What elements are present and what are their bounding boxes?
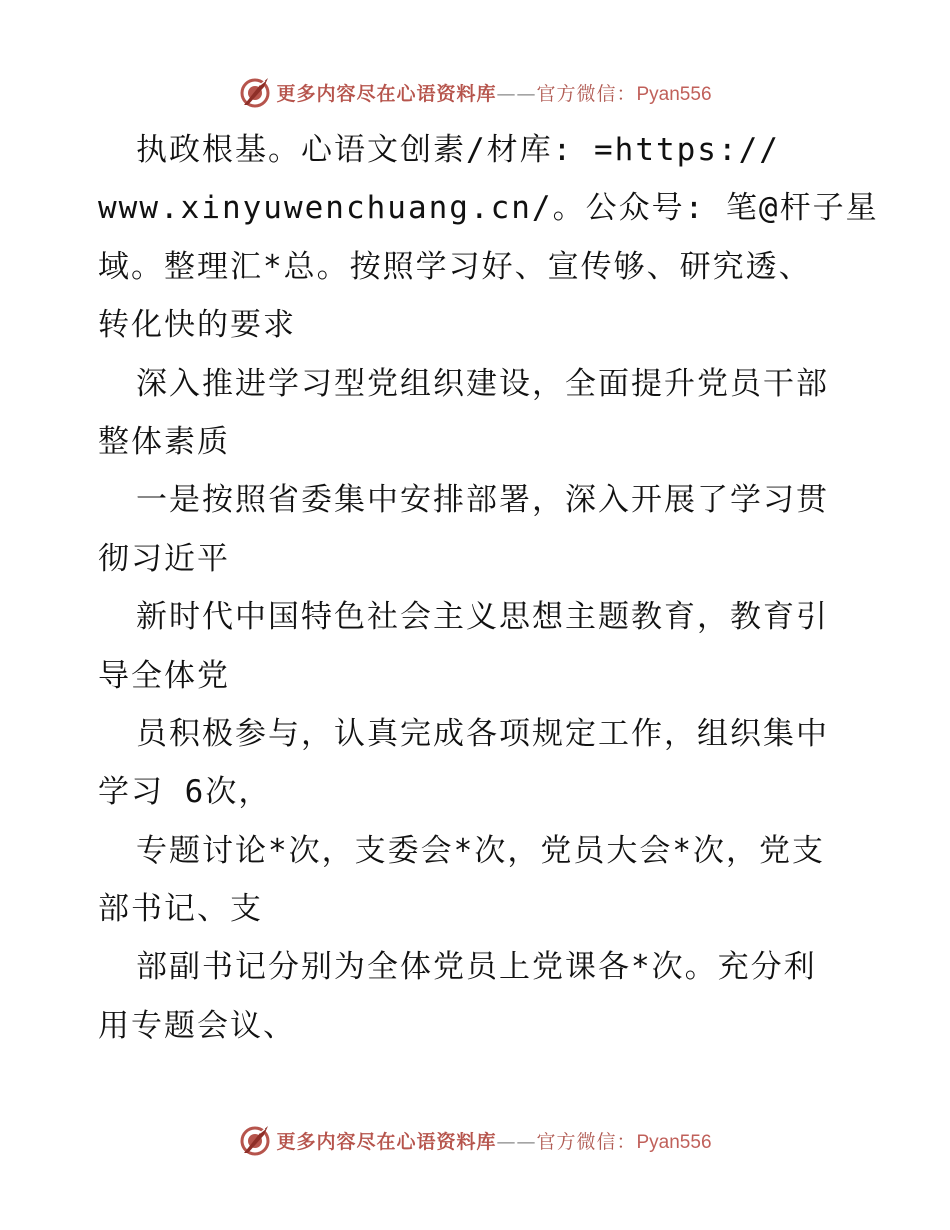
footer-wechat-id: Pyan556 — [636, 1131, 712, 1153]
footer-banner — [0, 1120, 950, 1160]
header-wechat-label: 官方微信： — [536, 82, 637, 105]
body-line: 部副书记分别为全体党员上党课各*次。充分利 — [136, 949, 817, 986]
header-brand-text: 更多内容尽在心语资料库 — [276, 82, 497, 105]
body-line: 域。整理汇*总。按照学习好、宣传够、研究透、 — [98, 248, 812, 285]
body-line: 整体素质 — [98, 423, 230, 460]
body-line: 部书记、支 — [98, 891, 263, 928]
body-line: 彻习近平 — [98, 540, 230, 577]
body-line: 转化快的要求 — [98, 307, 296, 344]
body-line: 一是按照省委集中安排部署，深入开展了学习贯 — [136, 482, 829, 519]
header-separator: —— — [496, 82, 537, 105]
body-line: 新时代中国特色社会主义思想主题教育，教育引 — [136, 599, 829, 636]
body-line: 员积极参与，认真完成各项规定工作，组织集中 — [136, 715, 829, 752]
body-line: 学习 6次， — [98, 774, 272, 811]
body-line: 用专题会议、 — [98, 1007, 296, 1044]
header-wechat-id: Pyan556 — [636, 83, 712, 105]
header-banner — [0, 72, 950, 112]
footer-brand-text: 更多内容尽在心语资料库 — [276, 1130, 497, 1153]
quill-pen-logo-icon — [238, 1123, 272, 1157]
document-body — [98, 121, 879, 1055]
body-line: 深入推进学习型党组织建设，全面提升党员干部 — [136, 365, 829, 402]
body-line: www.xinyuwenchuang.cn/。公众号: 笔@杆子星 — [98, 190, 879, 227]
body-line: 专题讨论*次，支委会*次，党员大会*次，党支 — [136, 832, 825, 869]
body-line: 导全体党 — [98, 657, 230, 694]
footer-banner-text — [276, 1127, 711, 1154]
footer-wechat-label: 官方微信： — [536, 1130, 637, 1153]
quill-pen-logo-icon — [238, 75, 272, 109]
header-banner-text — [276, 79, 711, 106]
body-line: 执政根基。心语文创素/材库: =https:// — [136, 132, 780, 168]
footer-separator: —— — [496, 1130, 537, 1153]
